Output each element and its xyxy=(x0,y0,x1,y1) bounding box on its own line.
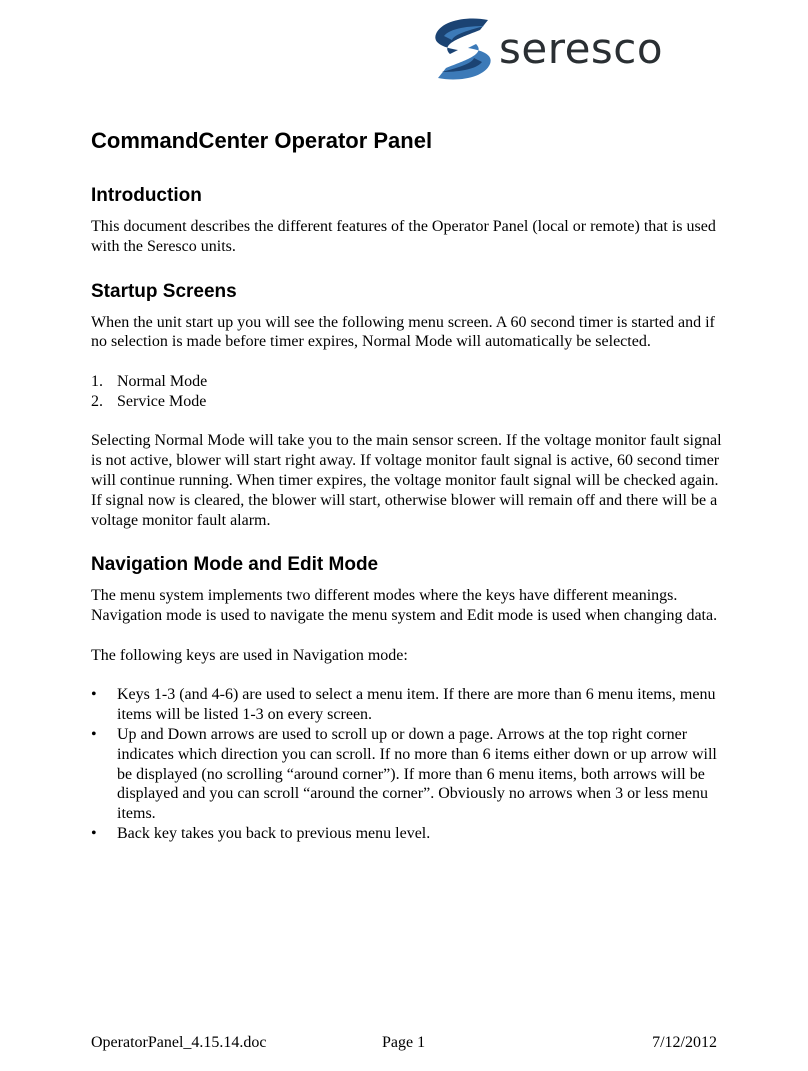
navigation-keys-list xyxy=(91,685,731,843)
list-text: Normal Mode xyxy=(117,372,208,390)
paragraph: When the unit start up you will see the following menu screen. A 60 second timer is started and if no selection is made before timer expires, Normal Mode will automatically be selected. xyxy=(91,313,715,351)
page-footer xyxy=(91,1032,717,1054)
bullet-icon: • xyxy=(91,824,97,842)
document-body xyxy=(91,126,731,866)
section-navigation xyxy=(91,552,731,843)
paragraph: Selecting Normal Mode will take you to the main sensor screen. If the voltage monitor fault signal is not active, blower will start right away. If voltage monitor fault signal is active, 60 second timer will continue running. When timer expires, the voltage monitor fault signal will be checked again. If signal now is cleared, the blower will start, otherwise blower will remain off and there will be a voltage monitor fault alarm. xyxy=(91,432,722,529)
logo-wordmark: seresco xyxy=(499,24,664,73)
bullet-icon: • xyxy=(91,725,97,743)
list-item xyxy=(91,685,731,725)
list-text: Up and Down arrows are used to scroll up or down a page. Arrows at the top right corner indicates which direction you can scroll. If no more than 6 items either down or up arrow will be displayed (no scrolling “around corner”). If more than 6 menu items, both arrows will be displayed and you can scroll “around the corner”. Obviously no arrows when 3 or less menu items. xyxy=(117,725,717,823)
list-number: 1. xyxy=(91,372,103,390)
list-item xyxy=(91,824,731,844)
bullet-icon: • xyxy=(91,686,97,704)
paragraph: The following keys are used in Navigation mode: xyxy=(91,646,408,664)
footer-page-number: Page 1 xyxy=(382,1034,426,1051)
list-number: 2. xyxy=(91,392,103,410)
section-heading: Navigation Mode and Edit Mode xyxy=(91,554,379,576)
list-item xyxy=(91,392,731,412)
startup-menu-list xyxy=(91,372,731,412)
list-item xyxy=(91,372,731,392)
list-text: Back key takes you back to previous menu level. xyxy=(117,824,431,842)
list-text: Keys 1-3 (and 4-6) are used to select a menu item. If there are more than 6 menu items, menu items will be listed 1-3 on every screen. xyxy=(117,686,716,724)
paragraph: This document describes the different features of the Operator Panel (local or remote) that is used with the Seresco units. xyxy=(91,218,716,255)
company-logo xyxy=(430,14,700,84)
list-text: Service Mode xyxy=(117,392,207,410)
section-introduction xyxy=(91,183,731,257)
list-item xyxy=(91,725,731,824)
paragraph: The menu system implements two different modes where the keys have different meanings. Navigation mode is used to navigate the menu system and Edit mode is used when changing data. xyxy=(91,587,718,625)
footer-filename: OperatorPanel_4.15.14.doc xyxy=(91,1034,267,1051)
seresco-swoosh-icon xyxy=(430,14,496,84)
section-startup xyxy=(91,279,731,531)
section-heading: Introduction xyxy=(91,185,202,206)
footer-date: 7/12/2012 xyxy=(652,1034,717,1051)
section-heading: Startup Screens xyxy=(91,280,237,302)
page-title: CommandCenter Operator Panel xyxy=(91,128,433,153)
